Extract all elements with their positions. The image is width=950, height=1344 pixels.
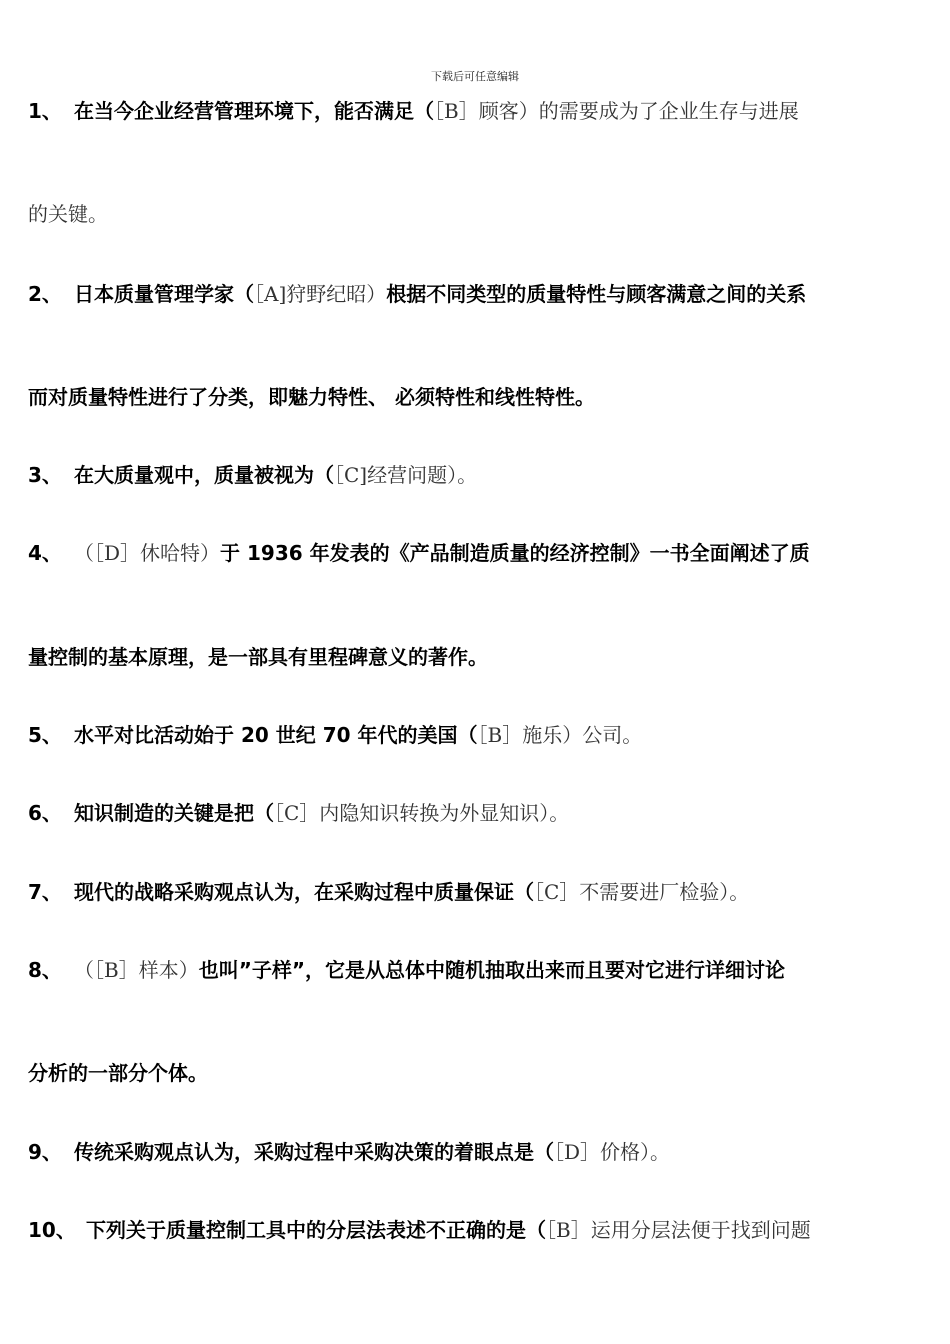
question-text: 知识制造的关键是把（ [74,801,274,825]
question-number: 7、 [28,880,62,904]
question-8-continuation: 分析的一部分个体。 [28,1061,208,1085]
question-1-continuation: 的关键。 [28,202,108,226]
answer-text: ［A]狩野纪昭） [254,282,387,306]
answer-text: ［B］顾客）的需要成为了企业生存与进展 [434,99,799,123]
question-number: 5、 [28,723,62,747]
question-text-tail: 根据不同类型的质量特性与顾客满意之间的关系 [386,282,807,306]
question-text: 在当今企业经营管理环境下，能否满足（ [74,99,434,123]
question-1 [28,99,928,123]
question-5 [28,723,928,747]
question-number: 9、 [28,1140,62,1164]
question-3 [28,463,928,487]
page-header: 下载后可任意编辑 [431,70,519,83]
question-number: 1、 [28,99,62,123]
question-2 [28,282,928,306]
question-2-continuation: 而对质量特性进行了分类，即魅力特性、 必须特性和线性特性。 [28,385,595,409]
answer-text: ［B］运用分层法便于找到问题 [546,1218,811,1242]
question-9 [28,1140,928,1164]
question-number: 6、 [28,801,62,825]
answer-text: ［C］内隐知识转换为外显知识）。 [274,801,570,825]
question-number: 3、 [28,463,62,487]
question-4: 4、 （［D］休哈特）于 1936 年发表的《产品制造质量的经济控制》一书全面阐述了质 [28,541,810,565]
question-text: 现代的战略采购观点认为，在采购过程中质量保证（ [74,880,534,904]
question-4-continuation: 量控制的基本原理，是一部具有里程碑意义的著作。 [28,645,488,669]
question-7 [28,880,928,904]
question-number: 8、 [28,958,62,982]
question-number: 10、 [28,1218,76,1242]
question-text: 在大质量观中，质量被视为（ [74,463,334,487]
question-text: 日本质量管理学家（ [74,282,254,306]
question-10 [28,1218,928,1242]
question-8: 8、 （［B］样本）也叫”子样”，它是从总体中随机抽取出来而且要对它进行详细讨论 [28,958,785,982]
question-text: 水平对比活动始于 20 世纪 70 年代的美国（ [74,723,478,747]
question-text: 下列关于质量控制工具中的分层法表述不正确的是（ [86,1218,546,1242]
answer-text: ［D］价格）。 [554,1140,671,1164]
question-6 [28,801,928,825]
answer-text: ［C］不需要进厂检验）。 [534,880,750,904]
answer-text: ［B］样本） [94,958,199,982]
answer-text: ［D］休哈特） [94,541,221,565]
answer-text: ［B］施乐）公司。 [477,723,643,747]
question-text: 于 1936 年发表的《产品制造质量的经济控制》一书全面阐述了质 [220,541,810,565]
question-text: 也叫”子样”，它是从总体中随机抽取出来而且要对它进行详细讨论 [198,958,785,982]
question-number: 4、 [28,541,62,565]
question-number: 2、 [28,282,62,306]
answer-text: ［C]经营问题）。 [334,463,478,487]
question-text: 传统采购观点认为，采购过程中采购决策的着眼点是（ [74,1140,554,1164]
